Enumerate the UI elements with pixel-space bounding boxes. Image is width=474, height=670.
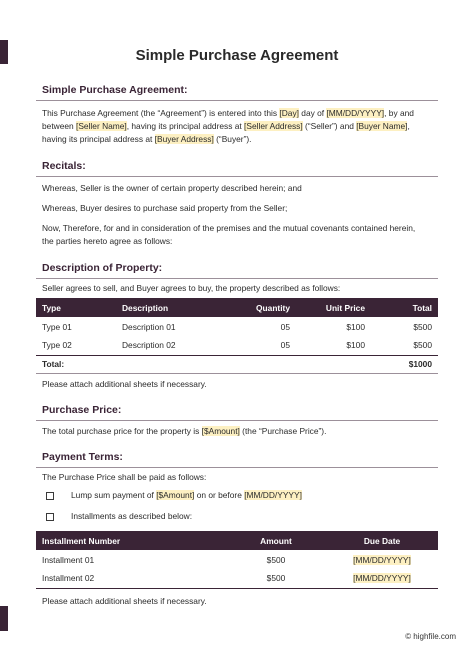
col-description: Description — [122, 302, 169, 313]
installments-checkbox[interactable] — [46, 513, 54, 521]
recital-paragraph-3-cont: the parties hereto agree as follows: — [42, 236, 173, 246]
intro-line-1 — [42, 107, 438, 120]
property-note: Please attach additional sheets if necessary. — [42, 379, 207, 389]
intro-text: day of — [298, 108, 327, 118]
recitals-heading: Recitals: — [42, 160, 86, 172]
cell-description: Description 02 — [122, 340, 176, 351]
property-heading: Description of Property: — [42, 262, 163, 274]
page-edge-marker-top — [0, 40, 8, 64]
intro-divider — [36, 100, 438, 101]
installment-table — [36, 531, 438, 589]
intro-text: (“Buyer”). — [213, 134, 252, 144]
table-row — [36, 569, 438, 588]
property-divider — [36, 278, 438, 279]
cell-quantity: 05 — [280, 321, 290, 332]
intro-text: , having its principal address at — [126, 121, 245, 131]
cell-type: Type 02 — [42, 340, 72, 351]
option-text: on or before — [194, 490, 245, 500]
price-heading: Purchase Price: — [42, 404, 122, 416]
recital-paragraph-2: Whereas, Buyer desires to purchase said property from the Seller; — [42, 203, 288, 213]
page-edge-marker-bottom — [0, 606, 8, 631]
lump-sum-date-field[interactable]: [MM/DD/YYYY] — [244, 490, 302, 500]
col-unit-price: Unit Price — [325, 302, 365, 313]
col-total: Total — [412, 302, 432, 313]
cell-unit-price: $100 — [346, 321, 365, 332]
payment-divider — [36, 467, 438, 468]
cell-total: $500 — [413, 340, 432, 351]
installments-option: Installments as described below: — [71, 511, 193, 521]
payment-heading: Payment Terms: — [42, 451, 123, 463]
seller-address-field[interactable]: [Seller Address] — [244, 121, 303, 131]
col-type: Type — [42, 302, 61, 313]
payment-lead: The Purchase Price shall be paid as follows: — [42, 472, 207, 482]
col-installment: Installment Number — [42, 535, 121, 546]
total-row — [36, 355, 438, 373]
cell-amount: $500 — [266, 554, 286, 565]
due-date-field[interactable]: [MM/DD/YYYY] — [353, 573, 411, 584]
total-label: Total: — [36, 355, 116, 373]
price-text-part: (the “Purchase Price”). — [239, 426, 327, 436]
recital-paragraph-1: Whereas, Seller is the owner of certain property described herein; and — [42, 183, 302, 193]
cell-unit-price: $100 — [346, 340, 365, 351]
intro-text: This Purchase Agreement (the “Agreement”) is entered into this — [42, 108, 280, 118]
footer-credit: © highfile.com — [405, 632, 456, 641]
intro-text: , — [407, 121, 410, 131]
cell-amount: $500 — [226, 569, 326, 588]
property-table-header — [36, 298, 438, 317]
document-page — [36, 0, 438, 670]
cell-description: Description 01 — [122, 321, 176, 332]
table-row — [36, 550, 438, 569]
col-due-date: Due Date — [363, 535, 401, 546]
price-divider — [36, 420, 438, 421]
due-date-field[interactable]: [MM/DD/YYYY] — [353, 554, 411, 565]
intro-text: , by and — [384, 108, 414, 118]
payment-note: Please attach additional sheets if necessary. — [42, 596, 207, 606]
intro-text: (“Seller”) and — [302, 121, 357, 131]
intro-text: having its principal address at — [42, 134, 155, 144]
property-lead: Seller agrees to sell, and Buyer agrees to buy, the property described as follows: — [42, 283, 341, 293]
cell-installment: Installment 01 — [42, 554, 95, 565]
recital-paragraph-3: Now, Therefore, for and in consideration of the premises and the mutual covenants contained herein, — [42, 223, 416, 233]
intro-line-3 — [42, 133, 438, 146]
table-row — [36, 317, 438, 336]
price-text — [42, 425, 438, 438]
intro-text: between — [42, 121, 76, 131]
intro-line-2 — [42, 120, 438, 133]
date-field[interactable]: [MM/DD/YYYY] — [326, 108, 385, 118]
buyer-name-field[interactable]: [Buyer Name] — [356, 121, 408, 131]
buyer-address-field[interactable]: [Buyer Address] — [154, 134, 214, 144]
lump-sum-option — [71, 489, 431, 502]
cell-quantity: 05 — [280, 340, 290, 351]
col-amount: Amount — [260, 535, 292, 546]
property-table — [36, 298, 438, 374]
price-amount-field[interactable]: [$Amount] — [201, 426, 240, 436]
seller-name-field[interactable]: [Seller Name] — [76, 121, 127, 131]
price-text-part: The total purchase price for the property is — [42, 426, 202, 436]
intro-heading: Simple Purchase Agreement: — [42, 84, 188, 96]
cell-type: Type 01 — [42, 321, 72, 332]
lump-sum-amount-field[interactable]: [$Amount] — [156, 490, 195, 500]
table-row — [36, 336, 438, 355]
total-value: $1000 — [371, 355, 438, 373]
day-field[interactable]: [Day] — [279, 108, 299, 118]
document-title: Simple Purchase Agreement — [135, 47, 339, 64]
installment-table-header — [36, 531, 438, 550]
cell-total: $500 — [413, 321, 432, 332]
option-text: Lump sum payment of — [71, 490, 157, 500]
cell-installment: Installment 02 — [36, 569, 226, 588]
lump-sum-checkbox[interactable] — [46, 492, 54, 500]
recitals-divider — [36, 176, 438, 177]
col-quantity: Quantity — [256, 302, 290, 313]
